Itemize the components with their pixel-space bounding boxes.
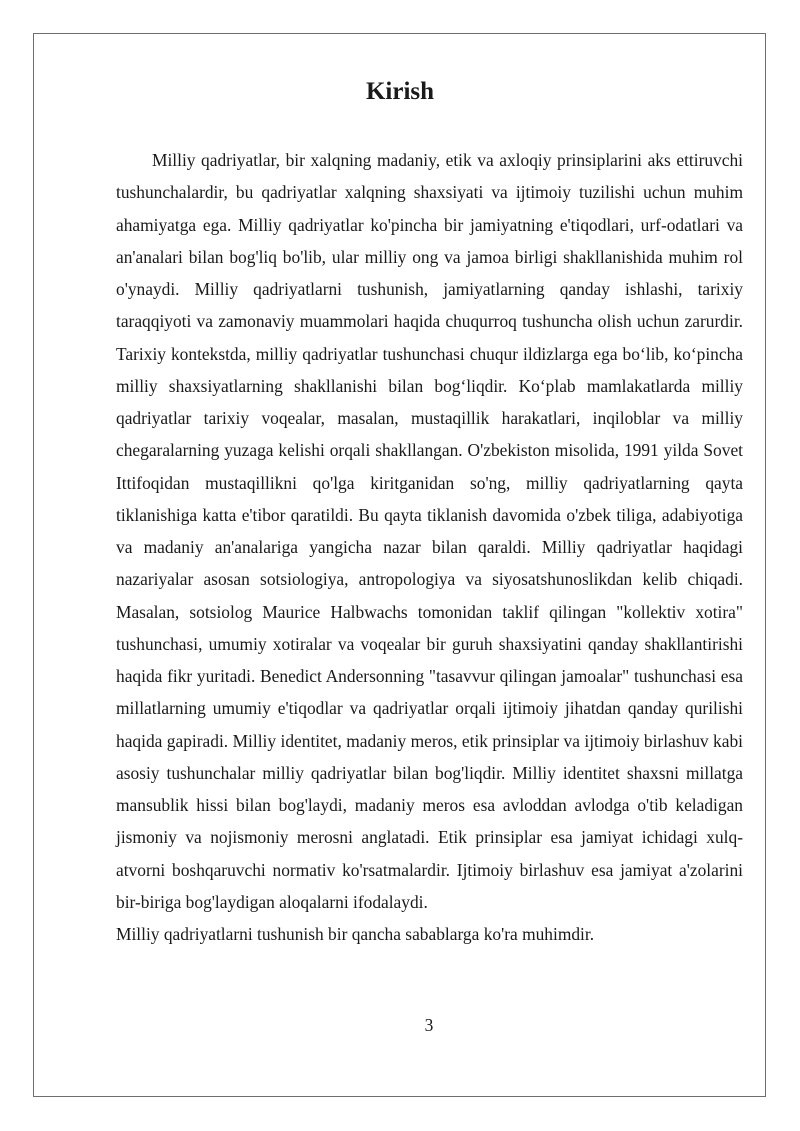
document-body bbox=[116, 144, 743, 950]
page-title: Kirish bbox=[365, 78, 435, 105]
closing-sentence: Milliy qadriyatlarni tushunish bir qancha sabablarga ko'ra muhimdir. bbox=[116, 924, 595, 944]
page-number: 3 bbox=[424, 1015, 434, 1035]
intro-paragraph: Milliy qadriyatlar, bir xalqning madaniy, etik va axloqiy prinsiplarini aks ettiruvchi tushunchalardir, bu qadriyatlar xalqning shaxsiyati va ijtimoiy tuzilishi uchun muhim ahamiyatga ega. Milliy qadriyatlar ko'pincha bir jamiyatning e'tiqodlari, urf-odatlari va an'analari bilan bog'liq bo'lib, ular milliy ong va jamoa birligi shakllanishida muhim rol o'ynaydi. Milliy qadriyatlarni tushunish, jamiyatlarning qanday ishlashi, tarixiy taraqqiyoti va zamonaviy muammolari haqida chuqurroq tushuncha olish uchun zarurdir. Tarixiy kontekstda, milliy qadriyatlar tushunchasi chuqur ildizlarga ega bo‘lib, ko‘pincha milliy shaxsiyatlarning shakllanishi bilan bog‘liqdir. Ko‘plab mamlakatlarda milliy qadriyatlar tarixiy voqealar, masalan, mustaqillik harakatlari, inqiloblar va milliy chegaralarning yuzaga kelishi orqali shakllangan. O'zbekiston misolida, 1991 yilda Sovet Ittifoqidan mustaqillikni qo'lga kiritganidan so'ng, milliy qadriyatlarning qayta tiklanishiga katta e'tibor qaratildi. Bu qayta tiklanish davomida o'zbek tiliga, adabiyotiga va madaniy an'analariga yangicha nazar bilan qaraldi. Milliy qadriyatlar haqidagi nazariyalar asosan sotsiologiya, antropologiya va siyosatshunoslikdan kelib chiqadi. Masalan, sotsiolog Maurice Halbwachs tomonidan taklif qilingan "kollektiv xotira" tushunchasi, umumiy xotiralar va voqealar bir guruh shaxsiyatini qanday shakllantirishi haqida fikr yuritadi. Benedict Andersonning "tasavvur qilingan jamoalar" tushunchasi esa millatlarning umumiy e'tiqodlar va qadriyatlar orqali ijtimoiy jihatdan qanday qurilishi haqida gapiradi. Milliy identitet, madaniy meros, etik prinsiplar va ijtimoiy birlashuv kabi asosiy tushunchalar milliy qadriyatlar bilan bog'liqdir. Milliy identitet shaxsni millatga mansublik hissi bilan bog'laydi, madaniy meros esa avloddan avlodga o'tib keladigan jismoniy va nojismoniy merosni anglatadi. Etik prinsiplar esa jamiyat ichidagi xulq-atvorni boshqaruvchi normativ ko'rsatmalardir. Ijtimoiy birlashuv esa jamiyat a'zolarini bir-biriga bog'laydigan aloqalarni ifodalaydi. bbox=[116, 150, 743, 912]
